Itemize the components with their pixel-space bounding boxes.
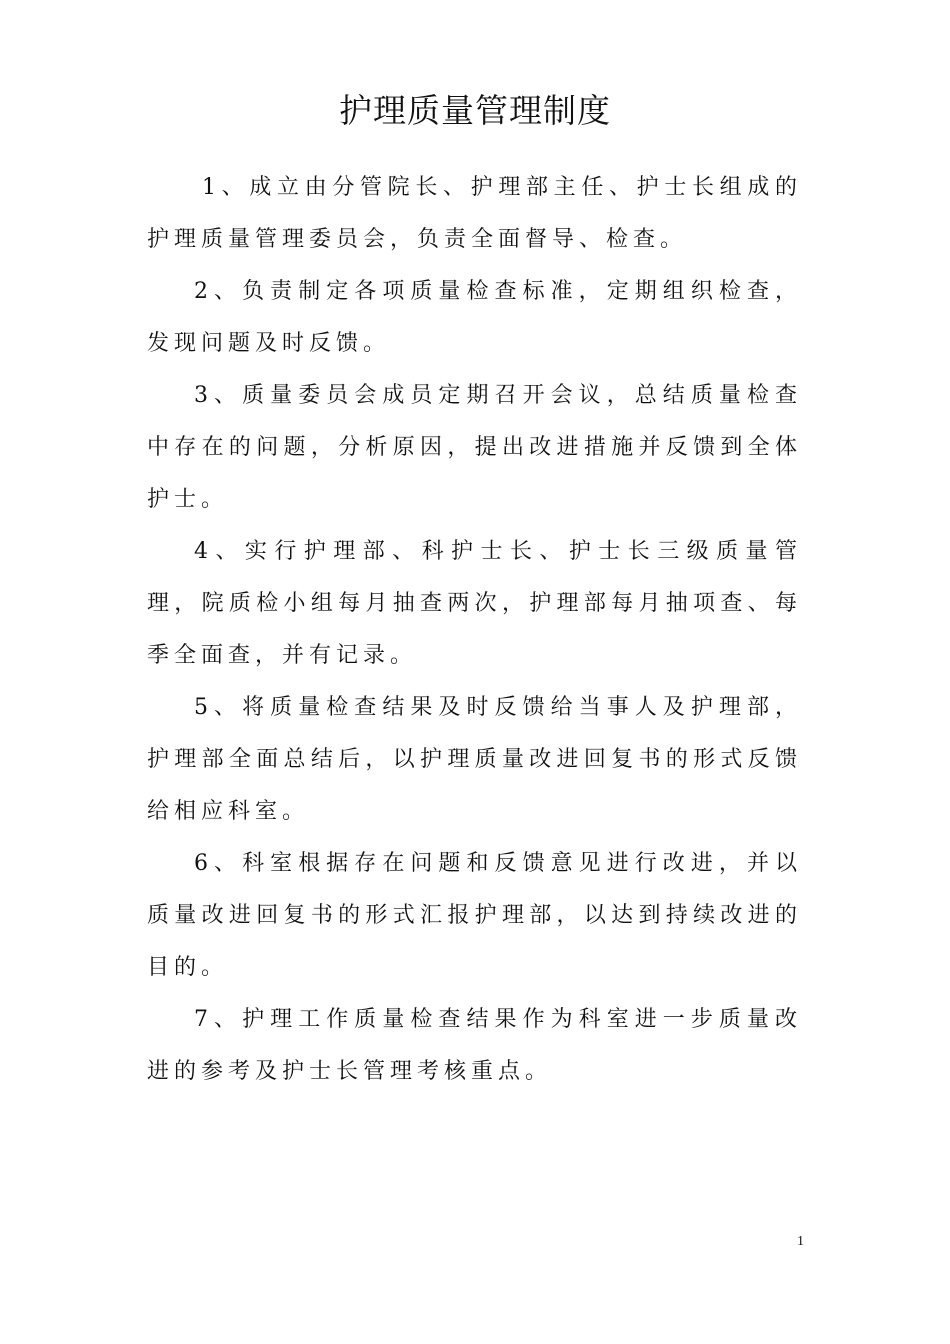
page-number: 1	[797, 1234, 804, 1249]
regulation-item-6: 6、科室根据存在问题和反馈意见进行改进，并以质量改进回复书的形式汇报护理部，以达到持续改进的目的。	[147, 851, 802, 980]
regulation-item-5: 5、将质量检查结果及时反馈给当事人及护理部，护理部全面总结后，以护理质量改进回复书的形式反馈给相应科室。	[147, 695, 802, 824]
regulation-item-4: 4、实行护理部、科护士长、护士长三级质量管理，院质检小组每月抽查两次，护理部每月抽项查、每季全面查，并有记录。	[147, 539, 802, 668]
document-body	[147, 162, 802, 1098]
regulation-item-3: 3、质量委员会成员定期召开会议，总结质量检查中存在的问题，分析原因，提出改进措施并反馈到全体护士。	[147, 383, 802, 512]
regulation-item-1: 1、成立由分管院长、护理部主任、护士长组成的护理质量管理委员会，负责全面督导、检查。	[147, 175, 802, 252]
regulation-item-2: 2、负责制定各项质量检查标准，定期组织检查，发现问题及时反馈。	[147, 279, 802, 356]
document-title: 护理质量管理制度	[339, 91, 611, 130]
regulation-item-7: 7、护理工作质量检查结果作为科室进一步质量改进的参考及护士长管理考核重点。	[147, 1007, 802, 1084]
